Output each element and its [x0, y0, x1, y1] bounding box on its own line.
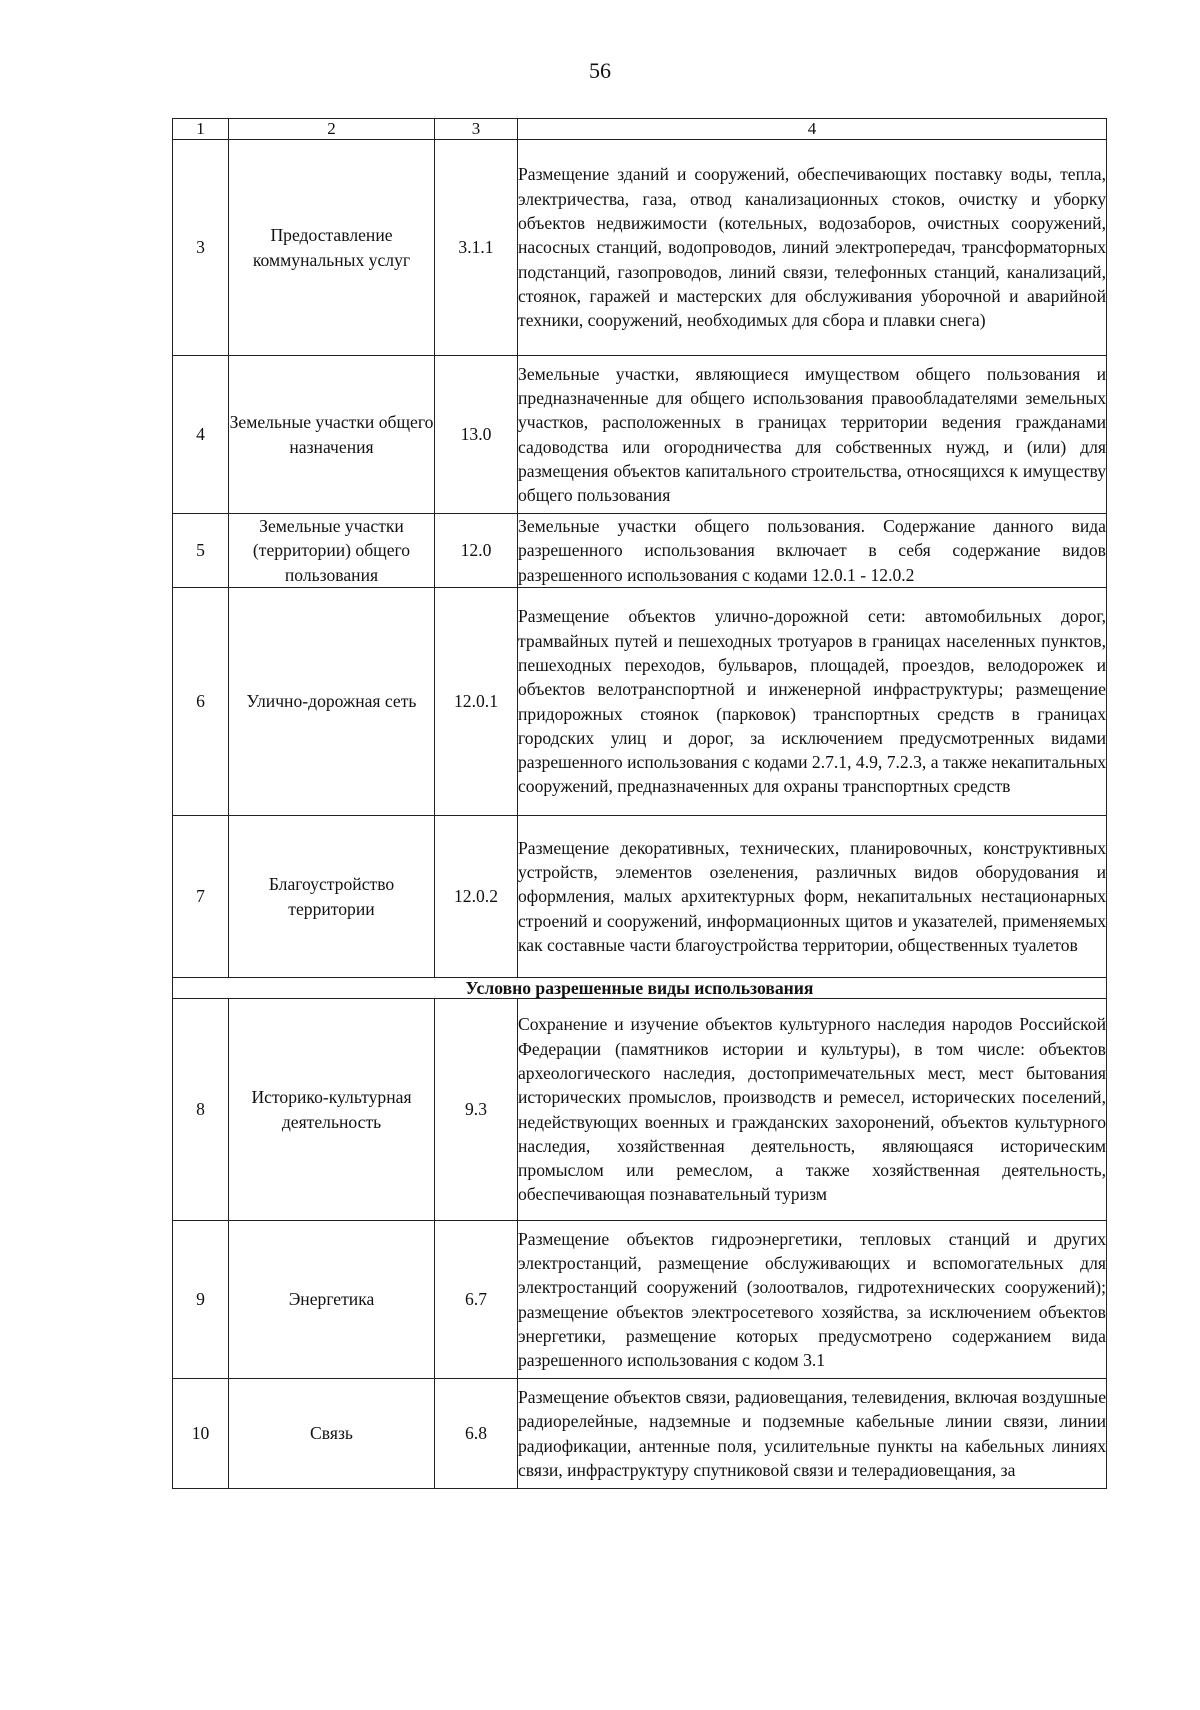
table-row: [173, 999, 1107, 1221]
row-number: 9: [173, 1221, 229, 1379]
column-header-2: 2: [229, 119, 435, 140]
table-row: [173, 1221, 1107, 1379]
table-row: [173, 140, 1107, 356]
column-header-3: 3: [435, 119, 518, 140]
column-header-4: 4: [518, 119, 1107, 140]
land-use-description: Земельные участки общего пользования. Содержание данного вида разрешенного использования включает в себя содержание видов разрешенного использования с кодами 12.0.1 - 12.0.2: [518, 514, 1107, 588]
column-header-1: 1: [173, 119, 229, 140]
land-use-name: Энергетика: [229, 1221, 435, 1379]
land-use-description: Земельные участки, являющиеся имуществом общего пользования и предназначенные для общего использования правообладателями земельных участков, расположенных в границах территории ведения гражданами садоводства или огородничества для собственных нужд, и (или) для размещения объектов капитального строительства, относящихся к имуществу общего пользования: [518, 356, 1107, 514]
land-use-name: Улично-дорожная сеть: [229, 588, 435, 816]
section-heading-row: [173, 978, 1107, 999]
land-use-name: Связь: [229, 1379, 435, 1489]
table-row: [173, 514, 1107, 588]
land-use-description: Размещение декоративных, технических, планировочных, конструктивных устройств, элементов озеленения, различных видов оборудования и оформления, малых архитектурных форм, некапитальных нестационарных строений и сооружений, информационных щитов и указателей, применяемых как составные части благоустройства территории, общественных туалетов: [518, 816, 1107, 978]
land-use-code: 9.3: [435, 999, 518, 1221]
land-use-code: 13.0: [435, 356, 518, 514]
land-use-name: Предоставление коммунальных услуг: [229, 140, 435, 356]
land-use-table: [172, 118, 1107, 1489]
land-use-code: 3.1.1: [435, 140, 518, 356]
row-number: 5: [173, 514, 229, 588]
table-row: [173, 356, 1107, 514]
land-use-code: 12.0: [435, 514, 518, 588]
land-use-description: Размещение зданий и сооружений, обеспечивающих поставку воды, тепла, электричества, газа, отвод канализационных стоков, очистку и уборку объектов недвижимости (котельных, водозаборов, очистных сооружений, насосных станций, водопроводов, линий электропередач, трансформаторных подстанций, газопроводов, линий связи, телефонных станций, канализаций, стоянок, гаражей и мастерских для обслуживания уборочной и аварийной техники, сооружений, необходимых для сбора и плавки снега): [518, 140, 1107, 356]
table-header-row: [173, 119, 1107, 140]
land-use-name: Историко-культурная деятельность: [229, 999, 435, 1221]
land-use-description: Размещение объектов гидроэнергетики, тепловых станций и других электростанций, размещение обслуживающих и вспомогательных для электростанций сооружений (золоотвалов, гидротехнических сооружений); размещение объектов электросетевого хозяйства, за исключением объектов энергетики, размещение которых предусмотрено содержанием вида разрешенного использования с кодом 3.1: [518, 1221, 1107, 1379]
land-use-name: Благоустройство территории: [229, 816, 435, 978]
row-number: 6: [173, 588, 229, 816]
land-use-code: 6.7: [435, 1221, 518, 1379]
row-number: 3: [173, 140, 229, 356]
page-number: 56: [589, 58, 611, 83]
table-row: [173, 1379, 1107, 1489]
row-number: 10: [173, 1379, 229, 1489]
row-number: 8: [173, 999, 229, 1221]
table-row: [173, 816, 1107, 978]
table-row: [173, 588, 1107, 816]
land-use-code: 6.8: [435, 1379, 518, 1489]
row-number: 7: [173, 816, 229, 978]
land-use-name: Земельные участки общего назначения: [229, 356, 435, 514]
land-use-code: 12.0.1: [435, 588, 518, 816]
row-number: 4: [173, 356, 229, 514]
land-use-description: Размещение объектов связи, радиовещания, телевидения, включая воздушные радиорелейные, надземные и подземные кабельные линии связи, линии радиофикации, антенные поля, усилительные пункты на кабельных линиях связи, инфраструктуру спутниковой связи и телерадиовещания, за: [518, 1379, 1107, 1489]
section-title: Условно разрешенные виды использования: [173, 978, 1107, 999]
land-use-code: 12.0.2: [435, 816, 518, 978]
land-use-description: Размещение объектов улично-дорожной сети: автомобильных дорог, трамвайных путей и пешеходных тротуаров в границах населенных пунктов, пешеходных переходов, бульваров, площадей, проездов, велодорожек и объектов велотранспортной и инженерной инфраструктуры; размещение придорожных стоянок (парковок) транспортных средств в границах городских улиц и дорог, за исключением предусмотренных видами разрешенного использования с кодами 2.7.1, 4.9, 7.2.3, а также некапитальных сооружений, предназначенных для охраны транспортных средств: [518, 588, 1107, 816]
land-use-description: Сохранение и изучение объектов культурного наследия народов Российской Федерации (памятников истории и культуры), в том числе: объектов археологического наследия, достопримечательных мест, мест бытования исторических промыслов, производств и ремесел, исторических поселений, недействующих военных и гражданских захоронений, объектов культурного наследия, хозяйственная деятельность, являющаяся историческим промыслом или ремеслом, а также хозяйственная деятельность, обеспечивающая познавательный туризм: [518, 999, 1107, 1221]
land-use-name: Земельные участки (территории) общего пользования: [229, 514, 435, 588]
